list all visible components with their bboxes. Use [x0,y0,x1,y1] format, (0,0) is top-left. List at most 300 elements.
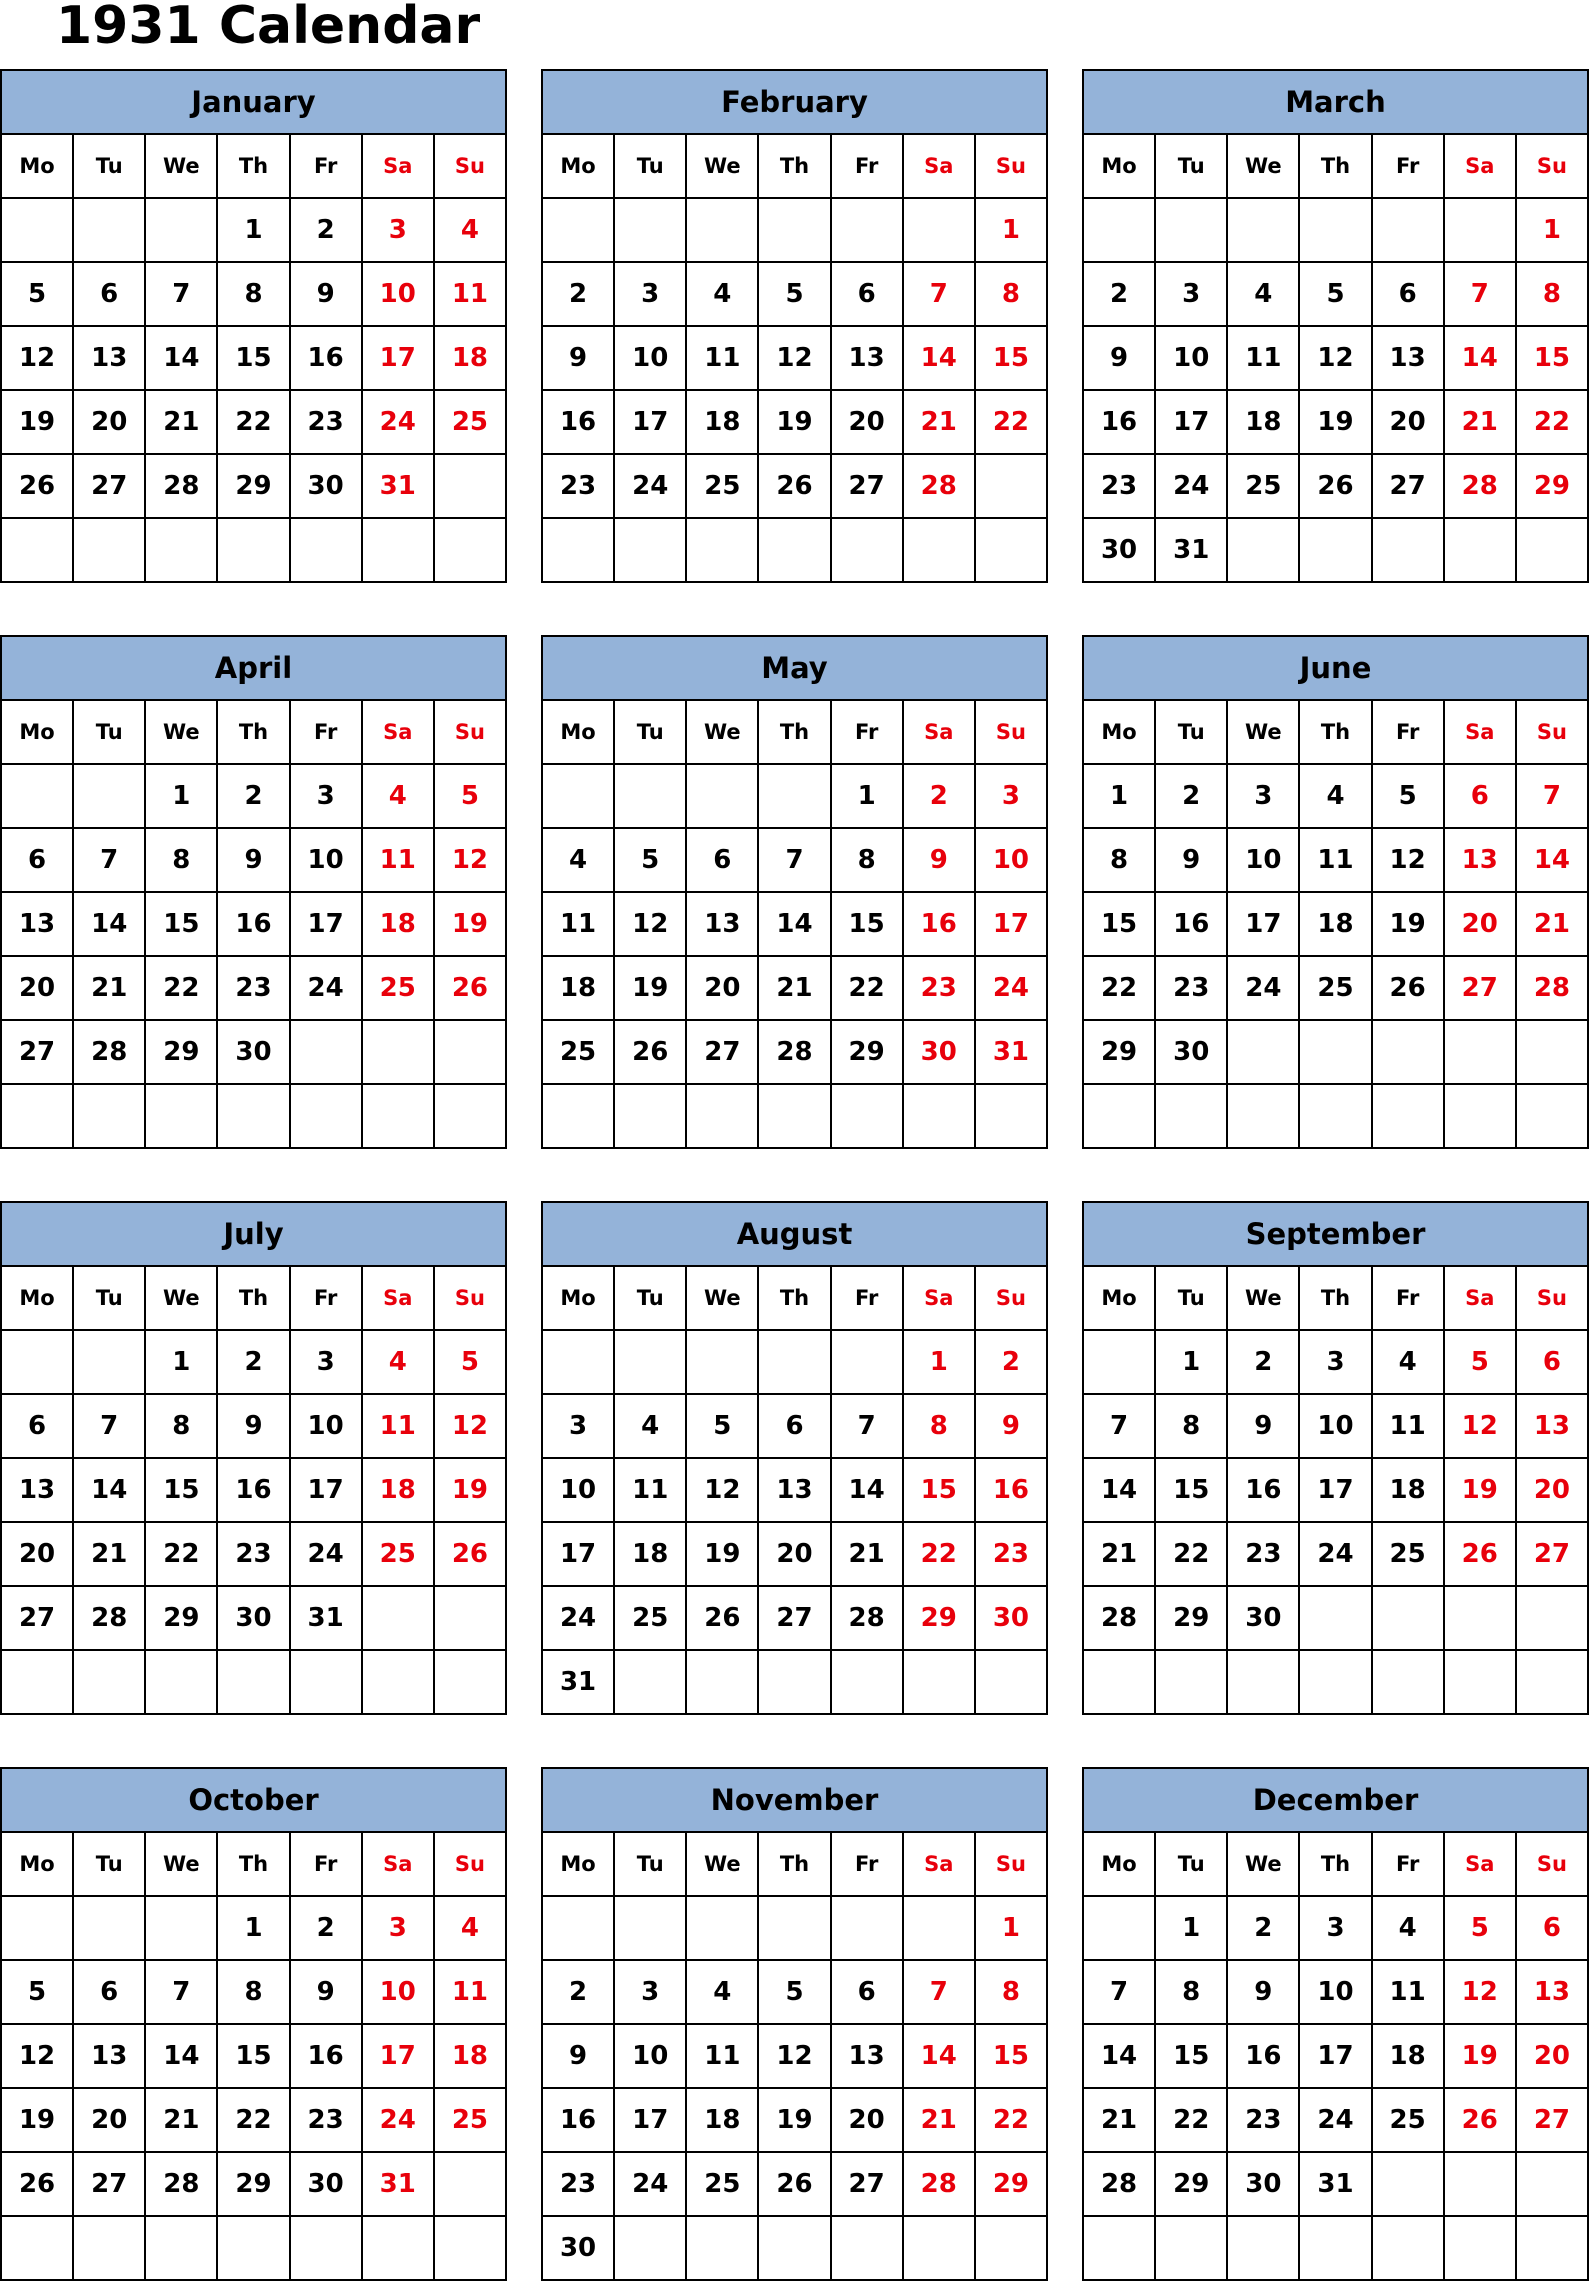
day-cell [1,198,73,262]
day-cell: 29 [975,2152,1047,2216]
day-cell: 5 [434,764,506,828]
day-cell: 21 [831,1522,903,1586]
weekday-header-row [1,1266,506,1330]
day-cell: 23 [290,2088,362,2152]
day-cell [1,1084,73,1148]
weekday-label: We [686,700,758,764]
week-row [542,892,1047,956]
week-row [1,956,506,1020]
day-cell: 8 [145,1394,217,1458]
day-cell: 26 [1299,454,1371,518]
day-cell: 6 [758,1394,830,1458]
day-cell: 18 [434,326,506,390]
day-cell: 15 [217,326,289,390]
day-cell: 23 [1227,1522,1299,1586]
day-cell [434,1650,506,1714]
week-row [1083,198,1588,262]
day-cell: 5 [686,1394,758,1458]
day-cell: 17 [1299,2024,1371,2088]
day-cell: 10 [975,828,1047,892]
day-cell: 1 [1083,764,1155,828]
day-cell [542,764,614,828]
day-cell: 24 [1155,454,1227,518]
weekday-label: Th [758,1832,830,1896]
day-cell: 9 [1155,828,1227,892]
day-cell: 31 [1155,518,1227,582]
day-cell: 14 [903,2024,975,2088]
day-cell: 6 [73,262,145,326]
week-row [1083,1330,1588,1394]
day-cell: 25 [362,956,434,1020]
day-cell [1083,2216,1155,2280]
weekday-label: Su [1516,700,1588,764]
day-cell: 10 [1299,1394,1371,1458]
day-cell: 2 [290,198,362,262]
day-cell: 21 [1444,390,1516,454]
day-cell: 16 [903,892,975,956]
day-cell: 14 [145,2024,217,2088]
day-cell: 11 [542,892,614,956]
month-table [1082,635,1589,1149]
day-cell: 24 [362,2088,434,2152]
day-cell: 21 [1083,1522,1155,1586]
day-cell: 18 [614,1522,686,1586]
day-cell [434,2216,506,2280]
day-cell: 11 [686,326,758,390]
week-row [1,1650,506,1714]
day-cell: 2 [290,1896,362,1960]
day-cell: 20 [758,1522,830,1586]
day-cell [290,518,362,582]
month-july [0,1201,507,1729]
month-table [0,635,507,1149]
day-cell: 7 [758,828,830,892]
day-cell: 28 [73,1020,145,1084]
week-row [1,1394,506,1458]
weekday-header-row [1083,134,1588,198]
weekday-header-row [1083,1266,1588,1330]
weekday-header-row [542,1832,1047,1896]
week-row [1083,764,1588,828]
weekday-label: Th [217,1832,289,1896]
weekday-label: Tu [1155,1832,1227,1896]
day-cell: 26 [758,2152,830,2216]
day-cell: 8 [831,828,903,892]
day-cell: 29 [145,1020,217,1084]
day-cell [362,1020,434,1084]
day-cell: 17 [362,326,434,390]
weekday-label: Th [217,700,289,764]
day-cell: 10 [1155,326,1227,390]
day-cell [434,1020,506,1084]
week-row [542,1650,1047,1714]
weekday-label: Th [217,1266,289,1330]
weekday-label: We [1227,700,1299,764]
day-cell: 4 [1372,1896,1444,1960]
day-cell: 30 [542,2216,614,2280]
day-cell [975,2216,1047,2280]
day-cell [145,1650,217,1714]
day-cell: 19 [614,956,686,1020]
day-cell: 13 [1444,828,1516,892]
day-cell: 21 [758,956,830,1020]
weekday-label: Fr [290,1266,362,1330]
weekday-header-row [1,1832,506,1896]
day-cell: 22 [903,1522,975,1586]
day-cell [1,764,73,828]
weekday-label: Mo [1,134,73,198]
day-cell [903,2216,975,2280]
weekday-label: Mo [1,1832,73,1896]
day-cell: 8 [1155,1960,1227,2024]
month-name: March [1083,70,1588,134]
day-cell [73,1084,145,1148]
week-row [1083,326,1588,390]
day-cell: 5 [434,1330,506,1394]
week-row [1083,454,1588,518]
day-cell: 17 [975,892,1047,956]
day-cell: 12 [1299,326,1371,390]
day-cell: 13 [686,892,758,956]
day-cell: 22 [217,390,289,454]
day-cell: 3 [1155,262,1227,326]
day-cell: 11 [1372,1960,1444,2024]
day-cell [1516,2152,1588,2216]
day-cell: 15 [975,326,1047,390]
day-cell: 13 [1,892,73,956]
day-cell: 9 [1083,326,1155,390]
weekday-label: Tu [1155,1266,1227,1330]
day-cell [1516,1586,1588,1650]
week-row [542,1084,1047,1148]
week-row [542,1960,1047,2024]
day-cell: 23 [1227,2088,1299,2152]
weekday-label: Mo [1,700,73,764]
day-cell: 10 [542,1458,614,1522]
week-row [542,828,1047,892]
day-cell: 9 [290,262,362,326]
day-cell [1444,198,1516,262]
day-cell [1299,1586,1371,1650]
day-cell [903,1650,975,1714]
day-cell: 24 [362,390,434,454]
day-cell: 15 [145,1458,217,1522]
day-cell [1299,1020,1371,1084]
week-row [1,1960,506,2024]
week-row [1083,2216,1588,2280]
day-cell [758,198,830,262]
day-cell: 26 [614,1020,686,1084]
day-cell: 19 [758,2088,830,2152]
day-cell: 8 [1083,828,1155,892]
day-cell: 17 [542,1522,614,1586]
day-cell: 8 [1516,262,1588,326]
day-cell: 6 [1,828,73,892]
day-cell: 10 [362,1960,434,2024]
day-cell: 14 [758,892,830,956]
day-cell: 26 [1,2152,73,2216]
day-cell: 1 [903,1330,975,1394]
day-cell: 7 [903,262,975,326]
weekday-label: Sa [362,700,434,764]
day-cell: 18 [362,892,434,956]
day-cell [1155,1084,1227,1148]
day-cell [614,198,686,262]
weekday-label: Sa [362,1266,434,1330]
day-cell: 26 [1,454,73,518]
day-cell: 19 [1444,1458,1516,1522]
month-january [0,69,507,597]
day-cell: 24 [614,2152,686,2216]
day-cell: 7 [145,1960,217,2024]
day-cell: 12 [1444,1960,1516,2024]
weekday-label: We [145,1832,217,1896]
weekday-label: Fr [290,1832,362,1896]
day-cell: 19 [1444,2024,1516,2088]
month-february [541,69,1048,597]
day-cell: 21 [145,2088,217,2152]
day-cell: 2 [217,1330,289,1394]
day-cell: 14 [73,1458,145,1522]
day-cell: 6 [1444,764,1516,828]
day-cell [1372,2216,1444,2280]
week-row [542,1522,1047,1586]
day-cell [1227,518,1299,582]
day-cell [1227,2216,1299,2280]
day-cell: 15 [975,2024,1047,2088]
day-cell: 1 [217,198,289,262]
day-cell: 30 [290,454,362,518]
day-cell [1516,1084,1588,1148]
week-row [542,1458,1047,1522]
week-row [542,1330,1047,1394]
day-cell: 25 [1372,2088,1444,2152]
day-cell: 17 [1299,1458,1371,1522]
weekday-label: Su [1516,1832,1588,1896]
day-cell: 3 [614,1960,686,2024]
day-cell: 11 [1227,326,1299,390]
day-cell: 19 [758,390,830,454]
day-cell: 4 [1372,1330,1444,1394]
day-cell: 1 [145,764,217,828]
day-cell: 6 [1516,1330,1588,1394]
day-cell: 10 [290,1394,362,1458]
month-table [541,635,1048,1149]
day-cell [831,1650,903,1714]
weekday-label: Mo [542,1832,614,1896]
day-cell: 18 [362,1458,434,1522]
day-cell: 28 [831,1586,903,1650]
week-row [542,1394,1047,1458]
day-cell: 28 [73,1586,145,1650]
day-cell [1,1330,73,1394]
weekday-label: Sa [1444,134,1516,198]
day-cell: 18 [686,390,758,454]
day-cell: 11 [434,262,506,326]
weekday-label: Fr [1372,1266,1444,1330]
weekday-header-row [542,1266,1047,1330]
day-cell [362,1650,434,1714]
day-cell [1444,1586,1516,1650]
day-cell: 5 [758,1960,830,2024]
week-row [1,1458,506,1522]
day-cell: 25 [1372,1522,1444,1586]
day-cell: 19 [1,390,73,454]
day-cell: 24 [975,956,1047,1020]
day-cell [1227,1650,1299,1714]
weekday-label: Su [434,700,506,764]
day-cell: 22 [1516,390,1588,454]
day-cell: 28 [903,2152,975,2216]
day-cell: 15 [145,892,217,956]
day-cell [1155,198,1227,262]
week-row [1083,2152,1588,2216]
day-cell [975,518,1047,582]
day-cell: 30 [975,1586,1047,1650]
day-cell [434,518,506,582]
month-april [0,635,507,1163]
day-cell: 10 [1227,828,1299,892]
day-cell: 12 [1372,828,1444,892]
day-cell: 12 [1444,1394,1516,1458]
weekday-label: Su [975,1832,1047,1896]
day-cell: 8 [975,1960,1047,2024]
month-november [541,1767,1048,2295]
day-cell: 9 [1227,1394,1299,1458]
day-cell: 21 [1083,2088,1155,2152]
weekday-label: Tu [73,700,145,764]
day-cell: 27 [686,1020,758,1084]
weekday-label: We [1227,1266,1299,1330]
weekday-label: We [686,1832,758,1896]
weekday-label: Fr [1372,134,1444,198]
day-cell: 4 [362,764,434,828]
weekday-label: Sa [903,700,975,764]
weekday-label: Tu [73,1832,145,1896]
day-cell: 9 [1227,1960,1299,2024]
weekday-label: Tu [614,1266,686,1330]
day-cell: 15 [1155,1458,1227,1522]
day-cell: 12 [1,2024,73,2088]
day-cell: 17 [362,2024,434,2088]
week-row [1,390,506,454]
month-table [1082,69,1589,583]
day-cell [362,518,434,582]
day-cell [290,2216,362,2280]
day-cell [758,2216,830,2280]
day-cell [73,2216,145,2280]
weekday-header-row [1,134,506,198]
day-cell: 18 [542,956,614,1020]
day-cell: 18 [1372,2024,1444,2088]
day-cell: 11 [362,1394,434,1458]
day-cell: 15 [1083,892,1155,956]
day-cell: 20 [1,956,73,1020]
day-cell: 25 [614,1586,686,1650]
day-cell: 24 [1299,1522,1371,1586]
day-cell [290,1020,362,1084]
month-table [0,69,507,583]
day-cell: 27 [73,454,145,518]
day-cell [686,764,758,828]
day-cell: 26 [686,1586,758,1650]
week-row [542,198,1047,262]
day-cell: 15 [1155,2024,1227,2088]
weekday-label: Tu [73,134,145,198]
weekday-header-row [542,700,1047,764]
day-cell: 12 [1,326,73,390]
day-cell: 6 [686,828,758,892]
day-cell: 30 [290,2152,362,2216]
day-cell: 28 [1444,454,1516,518]
day-cell: 9 [290,1960,362,2024]
weekday-label: Su [1516,134,1588,198]
month-table [541,69,1048,583]
week-row [542,1586,1047,1650]
month-december [1082,1767,1589,2295]
weekday-label: Su [434,1832,506,1896]
week-row [1,1330,506,1394]
day-cell: 1 [831,764,903,828]
day-cell: 8 [1155,1394,1227,1458]
week-row [1083,1394,1588,1458]
weekday-label: Sa [903,134,975,198]
day-cell: 21 [903,390,975,454]
day-cell [831,1896,903,1960]
day-cell: 4 [434,198,506,262]
weekday-label: Su [434,1266,506,1330]
week-row [542,956,1047,1020]
day-cell [542,518,614,582]
week-row [1083,518,1588,582]
day-cell: 22 [217,2088,289,2152]
day-cell: 1 [975,198,1047,262]
day-cell: 7 [73,828,145,892]
day-cell: 26 [1444,1522,1516,1586]
month-name: May [542,636,1047,700]
day-cell: 29 [217,454,289,518]
week-row [1083,1020,1588,1084]
day-cell: 3 [542,1394,614,1458]
day-cell [903,518,975,582]
day-cell: 29 [831,1020,903,1084]
day-cell: 7 [1083,1394,1155,1458]
day-cell: 2 [975,1330,1047,1394]
day-cell [1299,198,1371,262]
day-cell: 25 [686,2152,758,2216]
day-cell [1372,1650,1444,1714]
day-cell: 26 [434,956,506,1020]
day-cell [1444,2216,1516,2280]
month-march [1082,69,1589,597]
day-cell [1227,1020,1299,1084]
weekday-label: Mo [542,700,614,764]
day-cell [903,198,975,262]
day-cell: 22 [1155,1522,1227,1586]
day-cell: 10 [290,828,362,892]
day-cell: 20 [1372,390,1444,454]
day-cell: 27 [1,1586,73,1650]
day-cell [686,1650,758,1714]
day-cell: 16 [1227,1458,1299,1522]
day-cell: 16 [975,1458,1047,1522]
day-cell: 25 [1299,956,1371,1020]
day-cell: 11 [614,1458,686,1522]
day-cell: 28 [145,454,217,518]
day-cell [975,454,1047,518]
day-cell [831,1330,903,1394]
weekday-header-row [542,134,1047,198]
